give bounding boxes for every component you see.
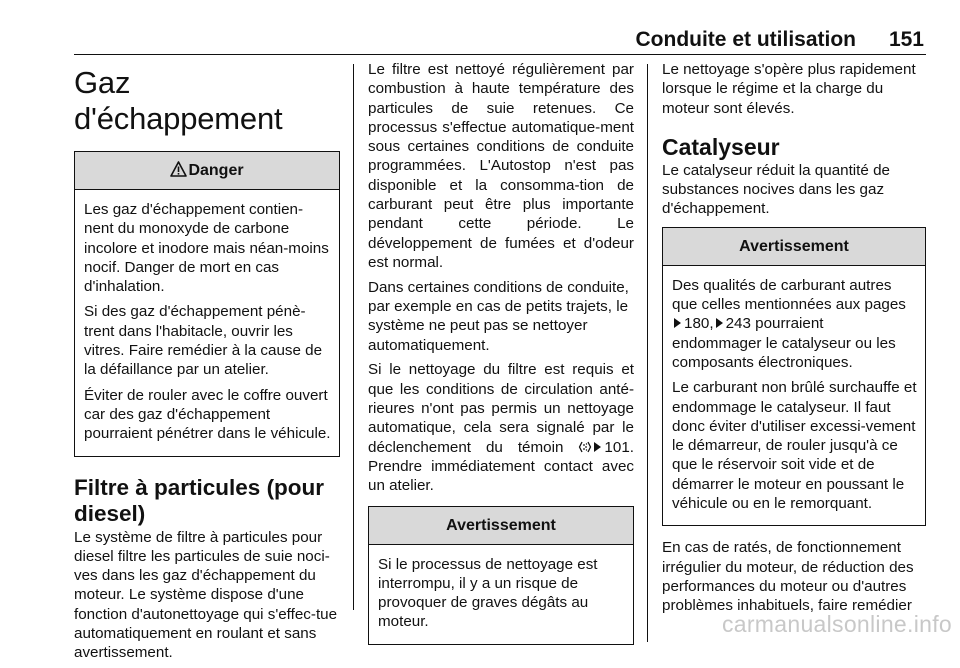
danger-box-header [75, 152, 339, 190]
danger-box-body [75, 190, 339, 456]
warning-paragraph [672, 276, 917, 372]
warning-triangle-icon [170, 161, 187, 177]
column-3 [662, 60, 926, 621]
page-reference-arrow-icon [594, 442, 601, 452]
body-paragraph: Le filtre est nettoyé régulièrement par combustion à haute température des particules de suie retenues. Ce processus s'effectue automatique-ment sous certaines conditions de conduite programmées. L'Autostop n'est pas disponible et la consomma-tion de carburant peut être plus importante pendant cette période. Le développement de fumées et d'odeur est normal. [368, 61, 634, 271]
section-heading-catalyst: Catalyseur [662, 133, 780, 160]
text-span: Si le nettoyage du filtre est requis et que les conditions de circulation anté-rieures n'ont pas permis un nettoyage automatique, cela sera signalé par le déclenchement du témoin [368, 361, 634, 456]
column-2 [368, 60, 634, 651]
column-divider-2 [647, 64, 648, 642]
page-number: 151 [888, 28, 924, 51]
warning-paragraph: Le carburant non brûlé surchauffe et endommage le catalyseur. Il faut donc éviter d'utiliser excessi-vement le démarreur, de rouler jusqu'à ce que le réservoir soit vide et de démarrer le moteur en poussant le véhicule ou en le remorquant. [672, 379, 917, 513]
text-span: . Prendre immédiatement contact avec un atelier. [368, 438, 634, 495]
page-title: Gaz d'échappement [74, 65, 283, 136]
column-divider-1 [353, 64, 354, 610]
column-1 [74, 60, 340, 668]
body-paragraph [368, 360, 634, 495]
page-reference-arrow-icon [674, 318, 681, 328]
warning-box [368, 506, 634, 645]
warning-box-header: Avertissement [663, 228, 925, 266]
body-paragraph: Le catalyseur réduit la quantité de substances nocives dans les gaz d'échappement. [662, 161, 890, 218]
danger-paragraph: Les gaz d'échappement contien-nent du monoxyde de carbone incolore et inodore mais néan-moins nocif. Danger de mort en cas d'inhalation. [84, 201, 329, 296]
body-paragraph: Le nettoyage s'opère plus rapidement lorsque le régime et la charge du moteur sont élevés. [662, 61, 916, 117]
page-reference[interactable]: 180 [684, 315, 710, 333]
watermark: carmanualsonline.info [721, 611, 952, 637]
section-heading-dpf: Filtre à particules (pour diesel) [74, 474, 325, 526]
page-reference[interactable]: 243 [725, 315, 751, 333]
body-paragraph: Dans certaines conditions de conduite, par exemple en cas de petits trajets, le système ne peut pas se nettoyer automatiquement. [368, 278, 629, 354]
body-paragraph: Le système de filtre à particules pour diesel filtre les particules de suie noci-ves dans les gaz d'échappement du moteur. Le système dispose d'une fonction d'autonettoyage qui s'effec-tue automatiquement en roulant et sans avertissement. [74, 528, 338, 662]
danger-box [74, 151, 340, 457]
warning-paragraph: Si le processus de nettoyage est interrompu, il y a un risque de provoquer de graves dégâts au moteur. [378, 555, 598, 631]
text-span: pourraient endommager le catalyseur ou les composants électroniques. [672, 315, 896, 371]
warning-box-body [663, 266, 925, 526]
danger-paragraph: Si des gaz d'échappement pénè-trent dans l'habitacle, ouvrir les vitres. Faire remédier à la cause de la défaillance par un atelier. [84, 303, 323, 379]
text-span: Des qualités de carburant autres que celles mentionnées aux pages [672, 276, 906, 314]
page-header [74, 26, 926, 56]
diesel-particle-filter-warning-icon [578, 440, 592, 454]
header-rule [74, 54, 926, 55]
page-reference-arrow-icon [716, 318, 723, 328]
page-reference[interactable]: 101 [604, 438, 630, 456]
section-title: Conduite et utilisation [635, 28, 856, 51]
warning-box [662, 227, 926, 527]
danger-label: Danger [188, 162, 244, 179]
body-paragraph: En cas de ratés, de fonctionnement irrégulier du moteur, de réduction des performances du moteur ou d'autres problèmes inhabituels, faire remédier [662, 539, 914, 615]
danger-paragraph: Éviter de rouler avec le coffre ouvert car des gaz d'échappement pourraient pénétrer dans le véhicule. [84, 386, 331, 443]
warning-box-header: Avertissement [369, 507, 633, 545]
warning-box-body [369, 545, 633, 644]
text-span: , [709, 315, 714, 333]
